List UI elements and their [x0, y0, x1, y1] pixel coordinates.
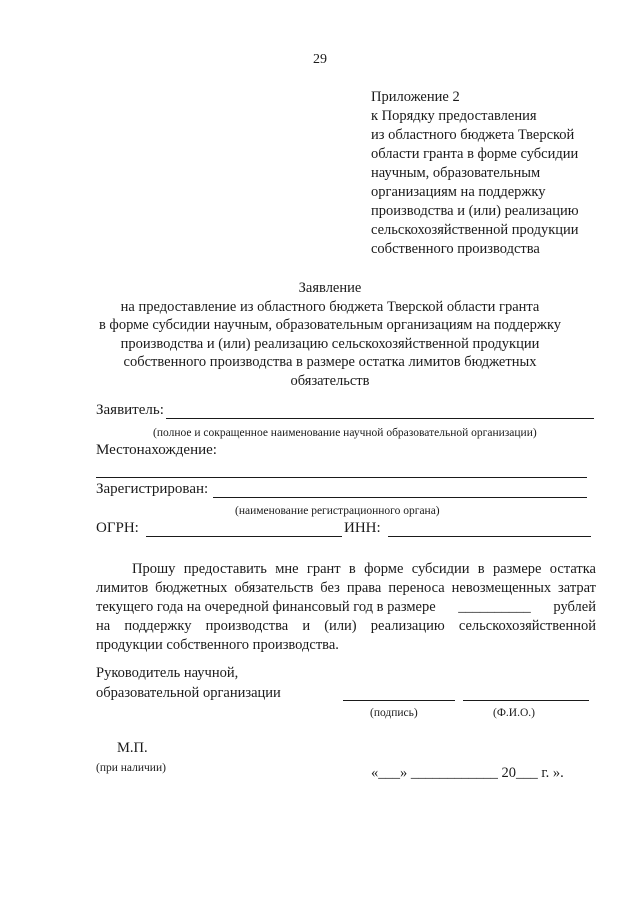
appendix-line: производства и (или) реализацию [371, 203, 579, 219]
request-line: лимитов бюджетных обязательств без права переноса невозмещенных затрат [96, 580, 596, 596]
request-line: на поддержку производства и (или) реализацию сельскохозяйственной [96, 618, 596, 634]
request-amount-line [96, 598, 596, 617]
stamp-label: М.П. [117, 740, 148, 756]
page-number: 29 [313, 52, 327, 67]
appendix-line: Приложение 2 [371, 89, 460, 105]
appendix-header [371, 88, 579, 259]
title-line: обязательств [290, 372, 370, 389]
applicant-label: Заявитель: [96, 402, 164, 418]
applicant-hint: (полное и сокращенное наименование научной образовательной организации) [153, 427, 537, 439]
title-heading: Заявление [298, 280, 362, 296]
location-label: Местонахождение: [96, 442, 217, 458]
appendix-line: области гранта в форме субсидии [371, 146, 579, 162]
registered-field[interactable] [213, 497, 587, 498]
appendix-line: организациям на поддержку [371, 184, 546, 200]
title-line: на предоставление из областного бюджета Тверской области гранта [120, 298, 540, 315]
head-title-line1: Руководитель научной, [96, 665, 239, 681]
appendix-line: из областного бюджета Тверской [371, 127, 575, 143]
full-name-field[interactable] [463, 700, 589, 701]
head-title-line2: образовательной организации [96, 685, 281, 701]
location-field[interactable] [96, 477, 587, 478]
stamp-hint: (при наличии) [96, 762, 166, 774]
request-line: Прошу предоставить мне грант в форме субсидии в размере остатка [132, 561, 596, 577]
date-line[interactable]: «___» ____________ 20___ г. ». [371, 765, 564, 781]
appendix-line: к Порядку предоставления [371, 108, 537, 124]
document-title [70, 279, 590, 390]
request-line: продукции собственного производства. [96, 637, 339, 653]
ogrn-field[interactable] [146, 536, 342, 537]
request-line-end: рублей [553, 599, 596, 615]
appendix-line: сельскохозяйственной продукции [371, 222, 579, 238]
applicant-field[interactable] [166, 418, 594, 419]
signature-hint: (подпись) [370, 707, 418, 719]
title-line: производства и (или) реализацию сельскохозяйственной продукции [120, 335, 540, 352]
registered-label: Зарегистрирован: [96, 481, 209, 497]
amount-blank[interactable]: __________ [458, 599, 531, 615]
title-line: в форме субсидии научным, образовательным организациям на поддержку [98, 317, 562, 333]
signature-field[interactable] [343, 700, 455, 701]
inn-label: ИНН: [344, 520, 381, 536]
request-paragraph [96, 560, 596, 655]
title-line: собственного производства в размере остатка лимитов бюджетных [123, 354, 537, 370]
appendix-line: собственного производства [371, 241, 540, 257]
request-line-start: текущего года на очередной финансовый год в размере [96, 599, 436, 615]
appendix-line: научным, образовательным [371, 165, 541, 181]
registered-hint: (наименование регистрационного органа) [235, 505, 440, 517]
inn-field[interactable] [388, 536, 591, 537]
full-name-hint: (Ф.И.О.) [493, 707, 535, 719]
ogrn-label: ОГРН: [96, 520, 139, 536]
